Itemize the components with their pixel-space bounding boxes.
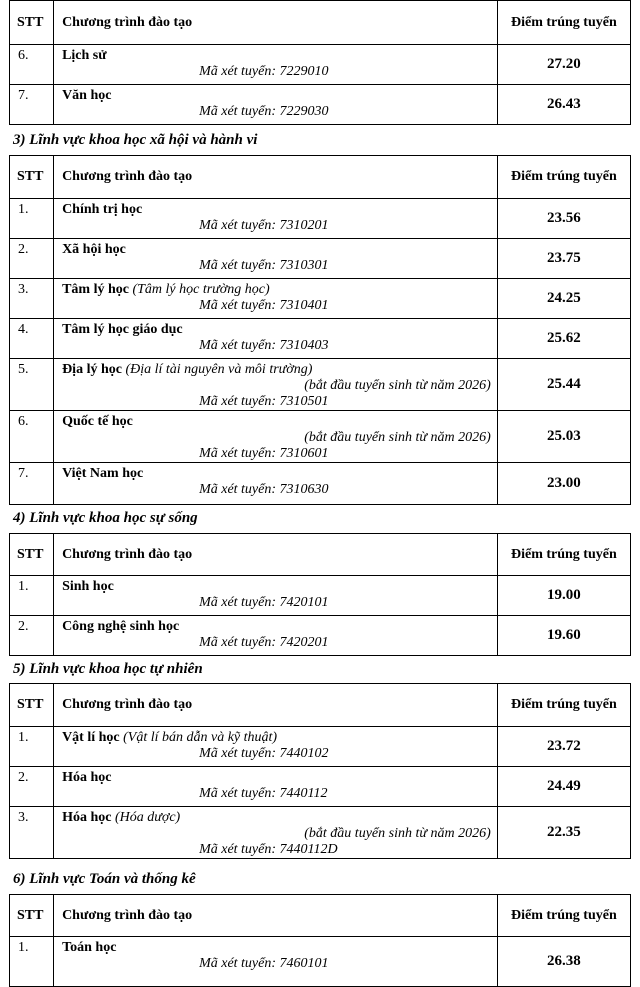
row-number: 1. <box>10 937 54 987</box>
header-stt: STT <box>10 684 54 727</box>
header-score: Điểm trúng tuyển <box>497 156 630 199</box>
admission-code-line <box>62 842 491 858</box>
program-line <box>62 48 491 64</box>
admission-code-line <box>62 338 491 354</box>
row-number: 7. <box>10 463 54 505</box>
program-note: (Hóa dược) <box>114 810 181 825</box>
admission-score: 23.75 <box>497 239 630 279</box>
header-stt: STT <box>10 895 54 937</box>
row-number: 2. <box>10 616 54 656</box>
table-row <box>10 411 631 463</box>
admission-score: 19.60 <box>497 616 630 656</box>
admission-code-label: Mã xét tuyển: <box>199 104 280 119</box>
program-name: Việt Nam học <box>62 466 144 481</box>
program-name: Vật lí học <box>62 730 120 745</box>
admission-code-line <box>62 446 491 462</box>
program-name: Công nghệ sinh học <box>62 619 180 634</box>
program-cell <box>54 767 498 807</box>
table-row <box>10 937 631 987</box>
admission-score: 25.03 <box>497 411 630 463</box>
section-title: 5) Lĩnh vực khoa học tự nhiên <box>13 661 203 677</box>
table-row <box>10 463 631 505</box>
program-cell <box>54 727 498 767</box>
table-row <box>10 85 631 125</box>
program-line <box>62 940 491 956</box>
program-name: Sinh học <box>62 579 114 594</box>
program-cell <box>54 319 498 359</box>
table-row <box>10 359 631 411</box>
row-number: 1. <box>10 199 54 239</box>
admission-score: 19.00 <box>497 576 630 616</box>
program-cell <box>54 45 498 85</box>
admission-start-note: (bắt đầu tuyển sinh từ năm 2026) <box>304 430 491 445</box>
admission-code-line <box>62 746 491 762</box>
section-title: 4) Lĩnh vực khoa học sự sống <box>13 510 198 526</box>
program-line <box>62 202 491 218</box>
program-line <box>62 282 491 298</box>
row-number: 2. <box>10 239 54 279</box>
admission-code-line <box>62 104 491 120</box>
table-row <box>10 279 631 319</box>
score-table <box>9 894 631 987</box>
row-number: 6. <box>10 45 54 85</box>
admission-score: 26.43 <box>497 85 630 125</box>
program-name: Hóa học <box>62 770 112 785</box>
admission-start-note: (bắt đầu tuyển sinh từ năm 2026) <box>304 826 491 841</box>
table-row <box>10 727 631 767</box>
admission-code: 7440112D <box>279 842 338 857</box>
program-cell <box>54 463 498 505</box>
program-line <box>62 322 491 338</box>
admission-code: 7420101 <box>279 595 329 610</box>
admission-code: 7310630 <box>279 482 329 497</box>
header-program: Chương trình đào tạo <box>54 895 498 937</box>
table-row <box>10 576 631 616</box>
row-number: 6. <box>10 411 54 463</box>
admission-code-line <box>62 635 491 651</box>
admission-code-label: Mã xét tuyển: <box>199 338 280 353</box>
admission-code-line <box>62 956 491 972</box>
admission-score: 25.62 <box>497 319 630 359</box>
admission-score: 27.20 <box>497 45 630 85</box>
program-name: Toán học <box>62 940 117 955</box>
program-line <box>62 414 491 430</box>
program-cell <box>54 411 498 463</box>
program-cell <box>54 359 498 411</box>
row-number: 7. <box>10 85 54 125</box>
program-line <box>62 88 491 104</box>
program-name: Xã hội học <box>62 242 126 257</box>
admission-code-line <box>62 64 491 80</box>
row-number: 3. <box>10 279 54 319</box>
section-title: 6) Lĩnh vực Toán và thống kê <box>13 871 196 887</box>
program-line <box>62 730 491 746</box>
program-name: Tâm lý học giáo dục <box>62 322 183 337</box>
score-table <box>9 0 631 125</box>
row-number: 5. <box>10 359 54 411</box>
program-line <box>62 579 491 595</box>
admission-score: 23.00 <box>497 463 630 505</box>
admission-score: 23.72 <box>497 727 630 767</box>
admission-start-note: (bắt đầu tuyển sinh từ năm 2026) <box>304 378 491 393</box>
header-score: Điểm trúng tuyển <box>497 1 630 45</box>
admission-code-label: Mã xét tuyển: <box>199 298 280 313</box>
admission-code: 7460101 <box>279 956 329 971</box>
program-cell <box>54 239 498 279</box>
header-stt: STT <box>10 534 54 576</box>
admission-code: 7229010 <box>279 64 329 79</box>
row-number: 1. <box>10 576 54 616</box>
table-row <box>10 616 631 656</box>
admission-code-line <box>62 258 491 274</box>
table-row <box>10 239 631 279</box>
admission-code-line <box>62 298 491 314</box>
program-note: (Địa lí tài nguyên và môi trường) <box>125 362 313 377</box>
admission-code-line <box>62 595 491 611</box>
admission-code: 7229030 <box>279 104 329 119</box>
admission-code-label: Mã xét tuyển: <box>199 746 280 761</box>
admission-code-label: Mã xét tuyển: <box>199 595 280 610</box>
program-cell <box>54 576 498 616</box>
row-number: 2. <box>10 767 54 807</box>
admission-code: 7310401 <box>279 298 329 313</box>
program-name: Văn học <box>62 88 112 103</box>
program-line <box>62 810 491 826</box>
admission-code: 7310601 <box>279 446 329 461</box>
program-cell <box>54 85 498 125</box>
program-cell <box>54 279 498 319</box>
admission-code-label: Mã xét tuyển: <box>199 218 280 233</box>
admission-code-line <box>62 482 491 498</box>
program-note: (Tâm lý học trường học) <box>132 282 270 297</box>
admission-score: 22.35 <box>497 807 630 859</box>
program-name: Địa lý học <box>62 362 122 377</box>
admission-code-line <box>62 218 491 234</box>
program-name: Quốc tế học <box>62 414 133 429</box>
admission-score: 24.49 <box>497 767 630 807</box>
table-header-row <box>10 684 631 727</box>
table-row <box>10 807 631 859</box>
program-line <box>62 770 491 786</box>
admission-code-label: Mã xét tuyển: <box>199 394 280 409</box>
table-header-row <box>10 156 631 199</box>
header-stt: STT <box>10 156 54 199</box>
row-number: 4. <box>10 319 54 359</box>
program-name: Chính trị học <box>62 202 143 217</box>
section-title: 3) Lĩnh vực khoa học xã hội và hành vi <box>13 132 258 148</box>
score-table <box>9 155 631 505</box>
program-line <box>62 242 491 258</box>
program-cell <box>54 199 498 239</box>
row-number: 1. <box>10 727 54 767</box>
table-header-row <box>10 534 631 576</box>
table-row <box>10 45 631 85</box>
header-score: Điểm trúng tuyển <box>497 895 630 937</box>
admission-code-label: Mã xét tuyển: <box>199 635 280 650</box>
header-program: Chương trình đào tạo <box>54 156 498 199</box>
header-program: Chương trình đào tạo <box>54 1 498 45</box>
admission-code-line <box>62 786 491 802</box>
table-row <box>10 319 631 359</box>
admission-code-label: Mã xét tuyển: <box>199 786 280 801</box>
row-number: 3. <box>10 807 54 859</box>
header-score: Điểm trúng tuyển <box>497 684 630 727</box>
header-program: Chương trình đào tạo <box>54 684 498 727</box>
program-name: Hóa học <box>62 810 112 825</box>
program-line <box>62 466 491 482</box>
admission-score: 24.25 <box>497 279 630 319</box>
admission-code-label: Mã xét tuyển: <box>199 64 280 79</box>
table-row <box>10 767 631 807</box>
program-cell <box>54 937 498 987</box>
admission-code-label: Mã xét tuyển: <box>199 446 280 461</box>
program-cell <box>54 807 498 859</box>
admission-score: 25.44 <box>497 359 630 411</box>
score-table <box>9 533 631 656</box>
header-score: Điểm trúng tuyển <box>497 534 630 576</box>
admission-code: 7310501 <box>279 394 329 409</box>
admission-code: 7440102 <box>279 746 329 761</box>
header-stt: STT <box>10 1 54 45</box>
header-program: Chương trình đào tạo <box>54 534 498 576</box>
admission-code: 7420201 <box>279 635 329 650</box>
admission-code-label: Mã xét tuyển: <box>199 842 280 857</box>
table-row <box>10 199 631 239</box>
admission-code: 7310301 <box>279 258 329 273</box>
program-cell <box>54 616 498 656</box>
table-header-row <box>10 895 631 937</box>
admission-code: 7310403 <box>279 338 329 353</box>
admission-score: 23.56 <box>497 199 630 239</box>
program-line <box>62 619 491 635</box>
program-name: Tâm lý học <box>62 282 129 297</box>
program-note: (Vật lí bán dẫn và kỹ thuật) <box>123 730 278 745</box>
admission-code-label: Mã xét tuyển: <box>199 482 280 497</box>
program-line <box>62 362 491 378</box>
score-table <box>9 683 631 859</box>
program-name: Lịch sử <box>62 48 107 63</box>
admission-code-line <box>62 394 491 410</box>
table-header-row <box>10 1 631 45</box>
admission-code: 7310201 <box>279 218 329 233</box>
admission-score: 26.38 <box>497 937 630 987</box>
admission-code: 7440112 <box>279 786 328 801</box>
admission-code-label: Mã xét tuyển: <box>199 956 280 971</box>
admission-code-label: Mã xét tuyển: <box>199 258 280 273</box>
